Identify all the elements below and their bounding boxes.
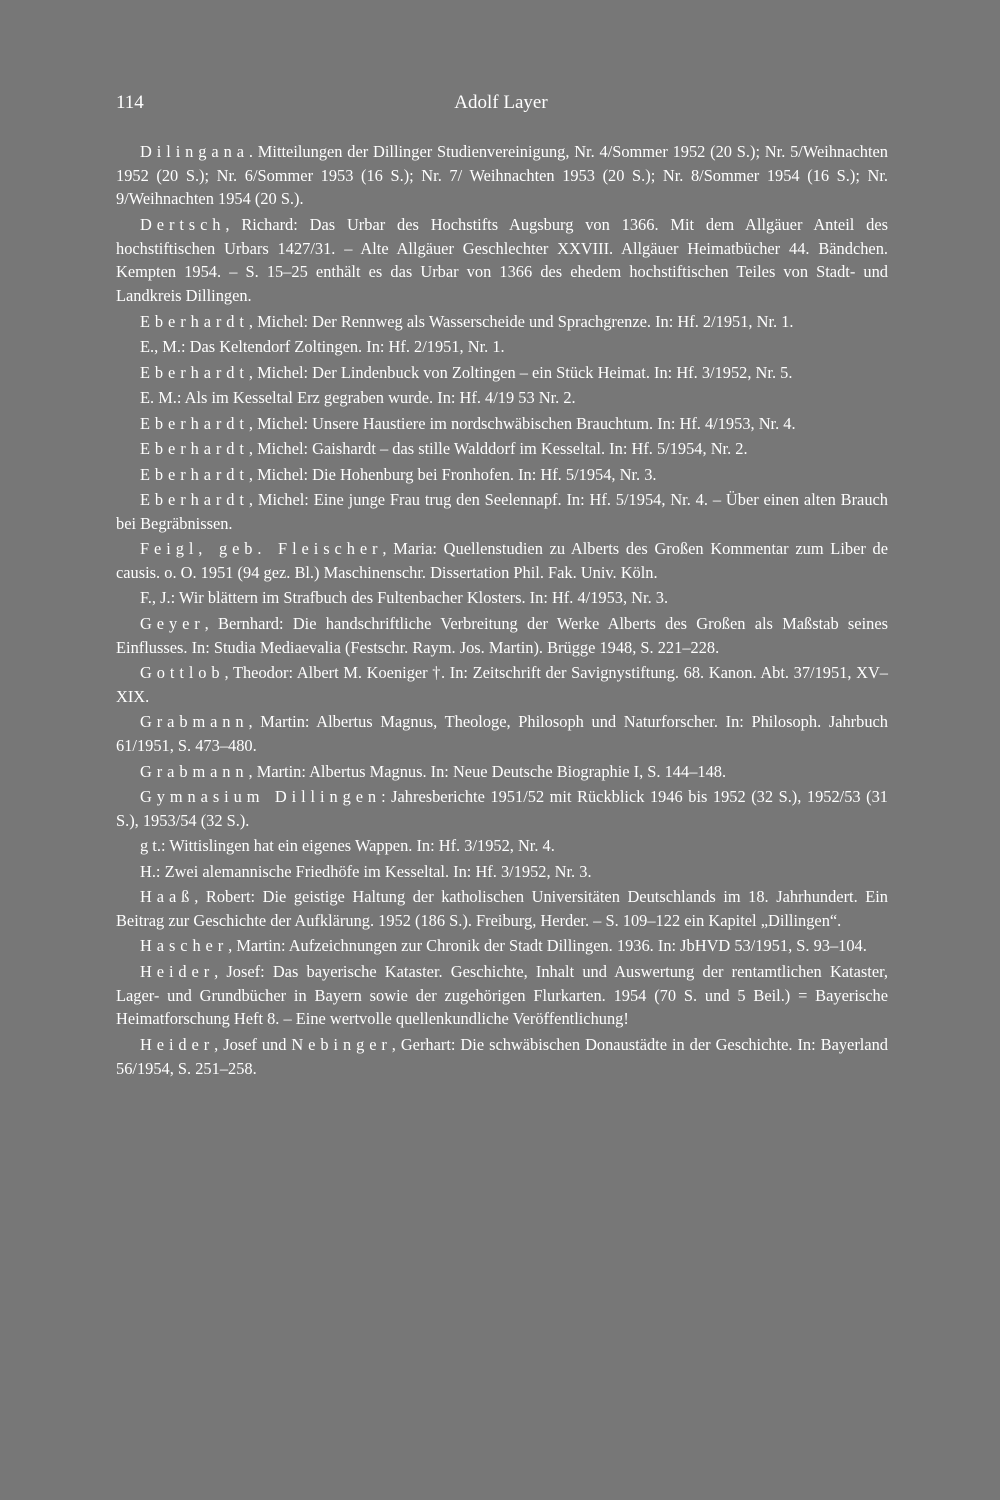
entry-author: Hascher: [140, 936, 229, 956]
entry-author: Eberhardt: [140, 311, 249, 331]
bibliography-entry: [116, 412, 888, 436]
bibliography-entry: [116, 760, 888, 784]
bibliography-list: [116, 140, 888, 1082]
bibliography-entry: [116, 437, 888, 461]
entry-text: , Martin: Aufzeichnungen zur Chronik der Stadt Dillingen. 1936. In: JbHVD 53/1951, S. 93–104.: [228, 936, 867, 956]
entry-author: Dertsch: [140, 214, 226, 234]
entry-author: Eberhardt: [140, 464, 249, 484]
entry-author: Eberhardt: [140, 362, 249, 382]
bibliography-entry: [116, 785, 888, 832]
page-number: 114: [116, 92, 144, 113]
entry-text: , Martin: Albertus Magnus. In: Neue Deutsche Biographie I, S. 144–148.: [248, 761, 727, 781]
entry-text: , Maria: Quellenstudien zu Alberts des Großen Kommentar zum Liber de causis. o. O. 1951 (94 gez. Bl.) Maschinenschr. Dissertation Phil. Fak. Univ. Köln.: [116, 539, 889, 582]
running-head: Adolf Layer: [454, 92, 548, 113]
bibliography-entry: [116, 488, 888, 535]
entry-author: Feigl, geb. Fleischer: [140, 539, 383, 559]
bibliography-entry: [116, 386, 888, 410]
bibliography-entry: [116, 140, 888, 211]
entry-text: , Theodor: Albert M. Koeniger †. In: Zeitschrift der Savignystiftung. 68. Kanon. Abt. 37/1951, XV–XIX.: [116, 663, 888, 706]
bibliography-entry: [116, 612, 888, 659]
entry-author: Eberhardt: [140, 439, 249, 459]
entry-coauthor: Nebinger: [291, 1034, 392, 1054]
entry-text: , Michel: Die Hohenburg bei Fronhofen. In: Hf. 5/1954, Nr. 3.: [248, 464, 657, 484]
entry-text: , Michel: Der Rennweg als Wasserscheide und Sprachgrenze. In: Hf. 2/1951, Nr. 1.: [248, 311, 794, 331]
bibliography-entry: [116, 885, 888, 932]
entry-author: Heider: [140, 961, 215, 981]
entry-author: Eberhardt: [140, 490, 249, 510]
entry-text: , Josef und: [214, 1034, 292, 1054]
entry-text: , Richard: Das Urbar des Hochstifts Augsburg von 1366. Mit dem Allgäuer Anteil des hochstiftischen Urbars 1427/31. – Alte Allgäuer Geschlechter XXVIII. Allgäuer Heimatbücher 44. Bändchen. Kempten 1954. – S. 15–25 enthält es das Urbar von 1366 des ehedem hochstiftischen Teiles von Stadt- und Landkreis Dillingen.: [116, 214, 888, 306]
entry-author: Grabmann: [140, 712, 249, 732]
bibliography-entry: [116, 960, 888, 1031]
entry-author: Gottlob: [140, 663, 225, 683]
bibliography-entry: [116, 335, 888, 359]
entry-author: Gymnasium Dillingen: [140, 787, 382, 807]
entry-text: F., J.: Wir blättern im Strafbuch des Fultenbacher Klosters. In: Hf. 4/1953, Nr. 3.: [140, 588, 669, 608]
entry-text: E., M.: Das Keltendorf Zoltingen. In: Hf. 2/1951, Nr. 1.: [140, 337, 505, 357]
bibliography-entry: [116, 934, 888, 958]
entry-text: , Michel: Der Lindenbuck von Zoltingen – ein Stück Heimat. In: Hf. 3/1952, Nr. 5.: [248, 362, 793, 382]
entry-text: E. M.: Als im Kesseltal Erz gegraben wurde. In: Hf. 4/19 53 Nr. 2.: [140, 388, 576, 408]
bibliography-entry: [116, 310, 888, 334]
bibliography-entry: [116, 213, 888, 308]
entry-text: : Jahresberichte 1951/52 mit Rückblick 1946 bis 1952 (32 S.), 1952/53 (31 S.), 1953/54 (32 S.).: [116, 787, 888, 830]
page-header: [116, 92, 886, 118]
entry-author: Eberhardt: [140, 413, 249, 433]
entry-author: Dilingana: [140, 142, 249, 161]
entry-text: , Martin: Albertus Magnus, Theologe, Philosoph und Naturforscher. In: Philosoph. Jahrbuch 61/1951, S. 473–480.: [116, 712, 888, 756]
bibliography-entry: [116, 361, 888, 385]
entry-text: , Robert: Die geistige Haltung der katholischen Universitäten Deutschlands im 18. Jahrhundert. Ein Beitrag zur Geschichte der Aufklärung. 1952 (186 S.). Freiburg, Herder. – S. 109–122 ein Kapitel „Dillingen“.: [116, 887, 888, 930]
entry-text: . Mitteilungen der Dillinger Studienvereinigung, Nr. 4/Sommer 1952 (20 S.); Nr. 5/Weihnachten 1952 (20 S.); Nr. 6/Sommer 1953 (16 S.); Nr. 7/ Weihnachten 1953 (20 S.); Nr. 8/Sommer 1954 (16 S.); Nr. 9/Weihnachten 1954 (20 S.).: [116, 142, 888, 209]
entry-author: Haaß: [140, 887, 195, 907]
entry-text: , Michel: Unsere Haustiere im nordschwäbischen Brauchtum. In: Hf. 4/1953, Nr. 4.: [248, 413, 796, 433]
bibliography-entry: [116, 1033, 888, 1080]
entry-text: , Josef: Das bayerische Kataster. Geschichte, Inhalt und Auswertung der rentamtlichen Kataster, Lager- und Grundbücher in Bayern sowie der zugehörigen Flurkarten. 1954 (70 S. und 5 Beil.) = Bayerische Heimatforschung Heft 8. – Eine wertvolle quellenkundliche Veröffentlichung!: [116, 961, 888, 1029]
bibliography-entry: [116, 661, 888, 708]
entry-text: , Michel: Gaishardt – das stille Walddorf im Kesseltal. In: Hf. 5/1954, Nr. 2.: [248, 439, 748, 459]
entry-text: H.: Zwei alemannische Friedhöfe im Kesseltal. In: Hf. 3/1952, Nr. 3.: [140, 861, 592, 881]
bibliography-entry: [116, 586, 888, 610]
bibliography-entry: [116, 710, 888, 757]
entry-author: Heider: [140, 1034, 215, 1054]
entry-author: Grabmann: [140, 761, 249, 781]
bibliography-entry: [116, 537, 888, 584]
entry-text-continued: , Gerhart: Die schwäbischen Donaustädte in der Geschichte. In: Bayerland 56/1954, S. 251–258.: [116, 1034, 889, 1078]
bibliography-entry: [116, 834, 888, 858]
entry-text: , Bernhard: Die handschriftliche Verbreitung der Werke Alberts des Großen als Maßstab seines Einflusses. In: Studia Mediaevalia (Festschr. Raym. Jos. Martin). Brügge 1948, S. 221–228.: [116, 613, 888, 657]
entry-author: Geyer: [140, 613, 205, 633]
bibliography-entry: [116, 860, 888, 884]
entry-text: g t.: Wittislingen hat ein eigenes Wappen. In: Hf. 3/1952, Nr. 4.: [140, 836, 555, 856]
bibliography-entry: [116, 463, 888, 487]
entry-text: , Michel: Eine junge Frau trug den Seelennapf. In: Hf. 5/1954, Nr. 4. – Über einen alten Brauch bei Begräbnissen.: [116, 490, 888, 533]
